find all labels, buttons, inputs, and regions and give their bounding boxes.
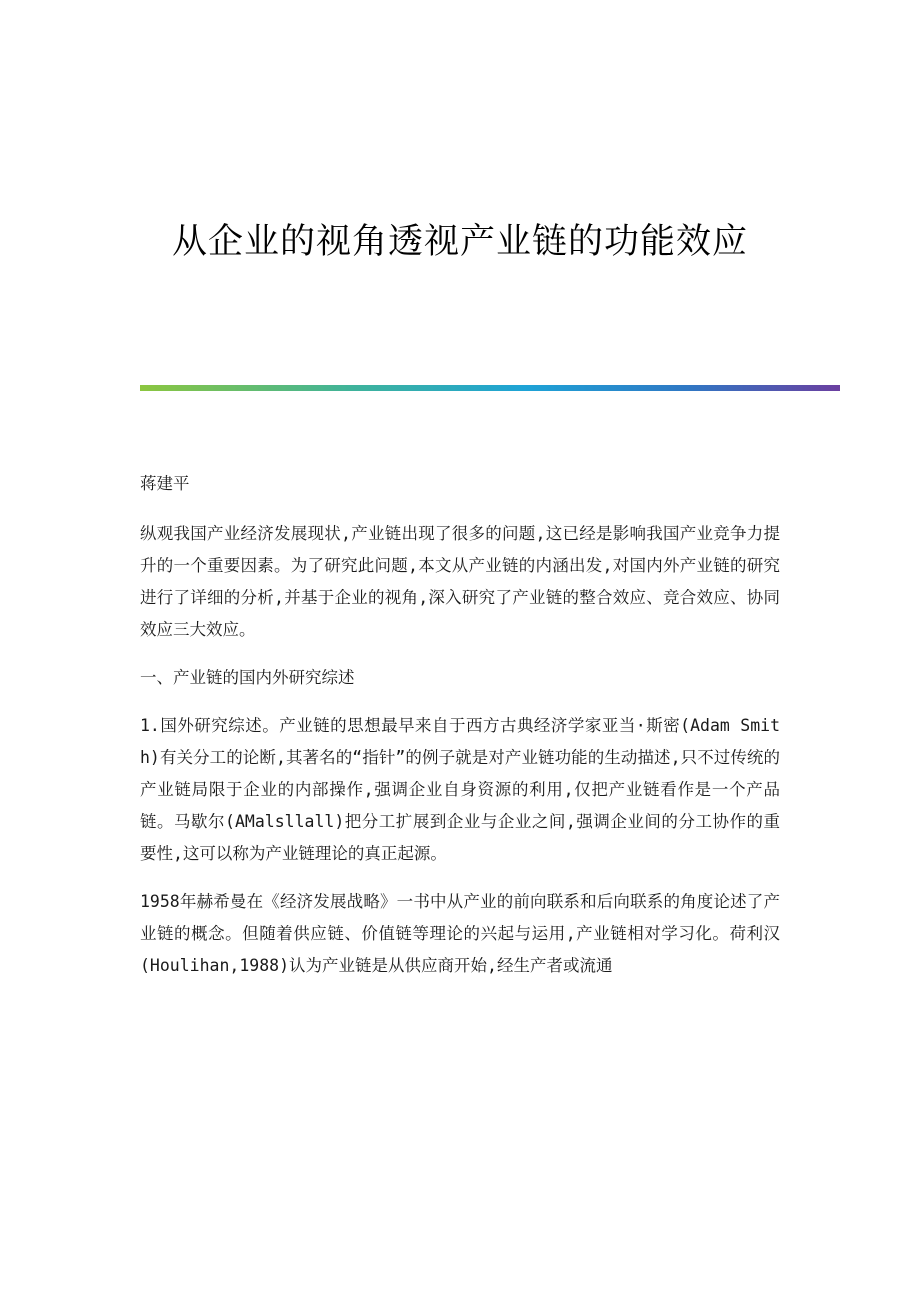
title-divider xyxy=(140,385,840,391)
body-paragraph: 1.国外研究综述。产业链的思想最早来自于西方古典经济学家亚当·斯密(Adam Smith)有关分工的论断,其著名的“指针”的例子就是对产业链功能的生动描述,只不过传统的产业链局限于企业的内部操作,强调企业自身资源的利用,仅把产业链看作是一个产品链。马歇尔(AMalsllall)把分工扩展到企业与企业之间,强调企业间的分工协作的重要性,这可以称为产业链理论的真正起源。 xyxy=(140,716,780,863)
body-paragraph: 1958年赫希曼在《经济发展战略》一书中从产业的前向联系和后向联系的角度论述了产业链的概念。但随着供应链、价值链等理论的兴起与运用,产业链相对学习化。荷利汉(Houlihan,1988)认为产业链是从供应商开始,经生产者或流通 xyxy=(140,892,780,975)
document-title: 从企业的视角透视产业链的功能效应 xyxy=(171,222,748,262)
abstract-paragraph: 纵观我国产业经济发展现状,产业链出现了很多的问题,这已经是影响我国产业竞争力提升的一个重要因素。为了研究此问题,本文从产业链的内涵出发,对国内外产业链的研究进行了详细的分析,并基于企业的视角,深入研究了产业链的整合效应、竞合效应、协同效应三大效应。 xyxy=(140,524,780,639)
document-body xyxy=(140,468,780,998)
section-heading: 一、产业链的国内外研究综述 xyxy=(140,668,355,687)
author-name: 蒋建平 xyxy=(140,474,190,493)
